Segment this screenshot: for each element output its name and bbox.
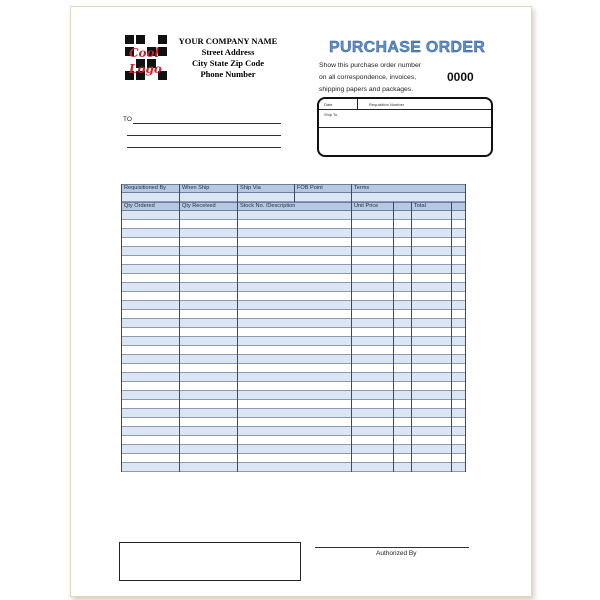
table-row[interactable] — [121, 454, 466, 463]
req-box-divider — [319, 127, 491, 128]
table-row[interactable] — [121, 391, 466, 400]
table-column-line — [351, 202, 352, 472]
to-line[interactable] — [127, 147, 281, 148]
table-column-line — [411, 202, 412, 472]
table-row[interactable] — [121, 328, 466, 337]
to-line[interactable] — [133, 123, 281, 124]
table-row[interactable] — [121, 400, 466, 409]
col-total: Total — [414, 203, 426, 209]
table-row[interactable] — [121, 274, 466, 283]
logo-square — [158, 35, 167, 44]
col-qty-ordered: Qty Ordered — [124, 203, 155, 209]
table-column-line — [121, 184, 122, 202]
table-row[interactable] — [121, 337, 466, 346]
table-row[interactable] — [121, 382, 466, 391]
company-logo — [125, 35, 167, 83]
table-row[interactable] — [121, 310, 466, 319]
table-column-line — [465, 184, 466, 202]
table-header-row-2 — [121, 202, 466, 211]
col-terms: Terms — [354, 185, 370, 191]
company-city: City State Zip Code — [191, 58, 264, 68]
table-row[interactable] — [121, 463, 466, 472]
company-name: YOUR COMPANY NAME — [178, 36, 278, 46]
col-qty-received: Qty Received — [182, 203, 216, 209]
table-row[interactable] — [121, 283, 466, 292]
table-row[interactable] — [121, 346, 466, 355]
logo-square — [136, 35, 145, 44]
table-row[interactable] — [121, 364, 466, 373]
po-number: 0000 — [447, 70, 474, 84]
company-street: Street Address — [201, 47, 255, 57]
table-row[interactable] — [121, 427, 466, 436]
col-unit-price: Unit Price — [354, 203, 379, 209]
table-column-line — [294, 184, 295, 202]
table-row[interactable] — [121, 229, 466, 238]
authorized-by-label: Authorized By — [376, 550, 417, 557]
table-column-line — [237, 184, 238, 202]
table-row[interactable] — [121, 238, 466, 247]
table-column-line — [351, 184, 352, 202]
table-row[interactable] — [121, 418, 466, 427]
table-row[interactable] — [121, 436, 466, 445]
logo-square — [125, 35, 134, 44]
table-row[interactable] — [121, 256, 466, 265]
po-note-line: shipping papers and packages. — [319, 86, 414, 93]
table-column-line — [393, 202, 394, 472]
col-when-ship: When Ship — [182, 185, 210, 191]
ship-to-label: Ship To — [324, 112, 338, 117]
po-note-line: Show this purchase order number — [319, 62, 422, 69]
purchase-order-form — [70, 6, 532, 597]
table-column-line — [179, 202, 180, 472]
table-row[interactable] — [121, 355, 466, 364]
authorized-signature-line[interactable] — [315, 547, 469, 548]
company-phone: Phone Number — [200, 69, 256, 79]
col-ship-via: Ship Via — [240, 185, 261, 191]
po-note-line: on all correspondence, invoices, — [319, 74, 417, 81]
req-box-divider — [357, 99, 358, 109]
table-column-line — [451, 202, 452, 472]
table-row[interactable] — [121, 301, 466, 310]
table-row[interactable] — [121, 445, 466, 454]
table-row[interactable] — [121, 292, 466, 301]
requisition-number-label: Requisition Number — [369, 102, 405, 107]
requisition-box — [317, 97, 493, 157]
table-row[interactable] — [121, 373, 466, 382]
po-title: PURCHASE ORDER — [329, 39, 486, 56]
table-row[interactable] — [121, 409, 466, 418]
logo-text: Cool Logo — [129, 46, 162, 76]
table-column-line — [465, 202, 466, 472]
table-row[interactable] — [121, 319, 466, 328]
req-box-divider — [319, 109, 491, 110]
table-row[interactable] — [121, 211, 466, 220]
to-line[interactable] — [127, 135, 281, 136]
col-fob-point: FOB Point — [297, 185, 323, 191]
table-column-line — [179, 184, 180, 202]
col-requisitioned-by: Requisitioned By — [124, 185, 166, 191]
table-row[interactable] — [121, 247, 466, 256]
date-label: Date — [324, 102, 333, 107]
to-label: TO — [123, 116, 132, 123]
table-column-line — [237, 202, 238, 472]
table-column-line — [121, 202, 122, 472]
col-stock-description: Stock No. /Description — [240, 203, 296, 209]
notes-box[interactable] — [119, 542, 301, 581]
table-row[interactable] — [121, 220, 466, 229]
table-row[interactable] — [121, 265, 466, 274]
